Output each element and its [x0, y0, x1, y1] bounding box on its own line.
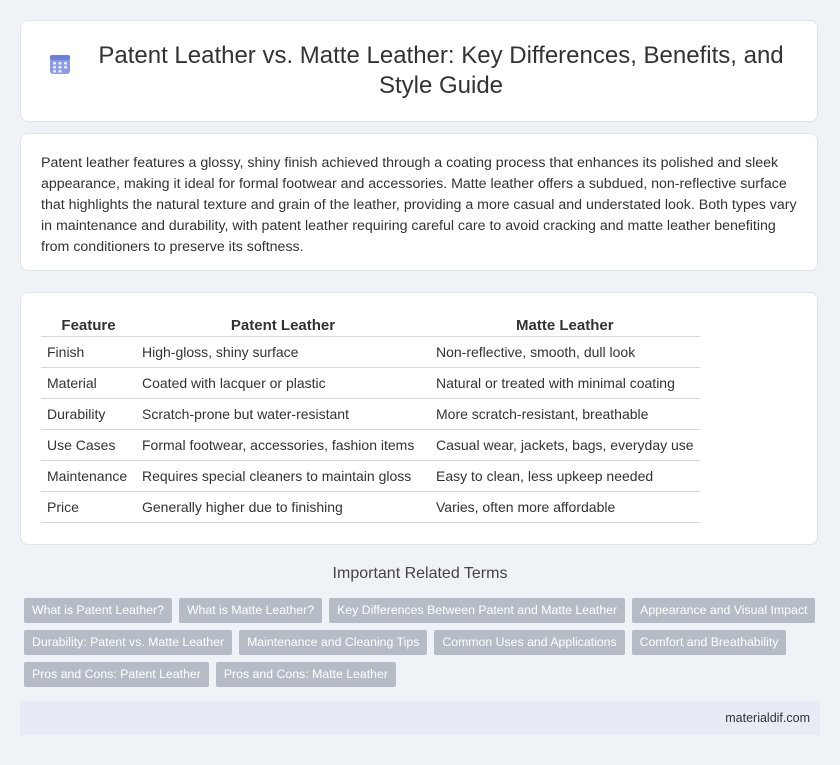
- table-header-row: [41, 313, 700, 337]
- table-row: [41, 368, 700, 399]
- table-row: [41, 492, 700, 523]
- table-cell: Non-reflective, smooth, dull look: [430, 337, 700, 368]
- table-cell: More scratch-resistant, breathable: [430, 399, 700, 430]
- related-term-link[interactable]: Durability: Patent vs. Matte Leather: [24, 630, 232, 655]
- related-term-link[interactable]: Maintenance and Cleaning Tips: [239, 630, 427, 655]
- footer-site-link[interactable]: materialdif.com: [725, 711, 810, 725]
- header-card: [20, 20, 818, 122]
- table-cell: Price: [41, 492, 136, 523]
- table-cell: Casual wear, jackets, bags, everyday use: [430, 430, 700, 461]
- table-cell: Easy to clean, less upkeep needed: [430, 461, 700, 492]
- related-term-link[interactable]: Common Uses and Applications: [434, 630, 624, 655]
- table-cell: Durability: [41, 399, 136, 430]
- table-cell: Natural or treated with minimal coating: [430, 368, 700, 399]
- related-terms-title: Important Related Terms: [332, 565, 508, 582]
- table-cell: Coated with lacquer or plastic: [136, 368, 430, 399]
- column-header: Matte Leather: [430, 313, 700, 337]
- table-cell: Formal footwear, accessories, fashion items: [136, 430, 430, 461]
- table-cell: Requires special cleaners to maintain gloss: [136, 461, 430, 492]
- table-row: [41, 337, 700, 368]
- related-term-link[interactable]: Key Differences Between Patent and Matte Leather: [329, 598, 625, 623]
- related-term-link[interactable]: Pros and Cons: Patent Leather: [24, 662, 209, 687]
- comparison-table: [41, 313, 700, 523]
- table-cell: Maintenance: [41, 461, 136, 492]
- related-term-link[interactable]: What is Matte Leather?: [179, 598, 322, 623]
- column-header: Feature: [41, 313, 136, 337]
- intro-text: Patent leather features a glossy, shiny finish achieved through a coating process that enhances its polished and sleek appearance, making it ideal for formal footwear and accessories. Matte leather offers a subdued, non-reflective surface that highlights the natural texture and grain of the leather, providing a more casual and understated look. Both types vary in maintenance and durability, with patent leather requiring careful care to avoid cracking and matte leather benefiting from conditioners to preserve its softness.: [41, 155, 797, 255]
- related-term-link[interactable]: Appearance and Visual Impact: [632, 598, 815, 623]
- table-row: [41, 430, 700, 461]
- table-row: [41, 399, 700, 430]
- table-cell: Generally higher due to finishing: [136, 492, 430, 523]
- table-cell: Finish: [41, 337, 136, 368]
- table-cell: Use Cases: [41, 430, 136, 461]
- table-row: [41, 461, 700, 492]
- intro-card: [20, 133, 818, 271]
- related-term-link[interactable]: What is Patent Leather?: [24, 598, 172, 623]
- footer: [20, 701, 820, 735]
- related-term-link[interactable]: Pros and Cons: Matte Leather: [216, 662, 396, 687]
- table-cell: High-gloss, shiny surface: [136, 337, 430, 368]
- table-cell: Varies, often more affordable: [430, 492, 700, 523]
- table-cell: Scratch-prone but water-resistant: [136, 399, 430, 430]
- table-cell: Material: [41, 368, 136, 399]
- page-title: Patent Leather vs. Matte Leather: Key Differences, Benefits, and Style Guide: [98, 42, 784, 99]
- calendar-grid-icon: [49, 53, 71, 75]
- column-header: Patent Leather: [136, 313, 430, 337]
- comparison-table-card: [20, 292, 818, 545]
- related-term-link[interactable]: Comfort and Breathability: [632, 630, 787, 655]
- related-terms-tags: [24, 598, 824, 694]
